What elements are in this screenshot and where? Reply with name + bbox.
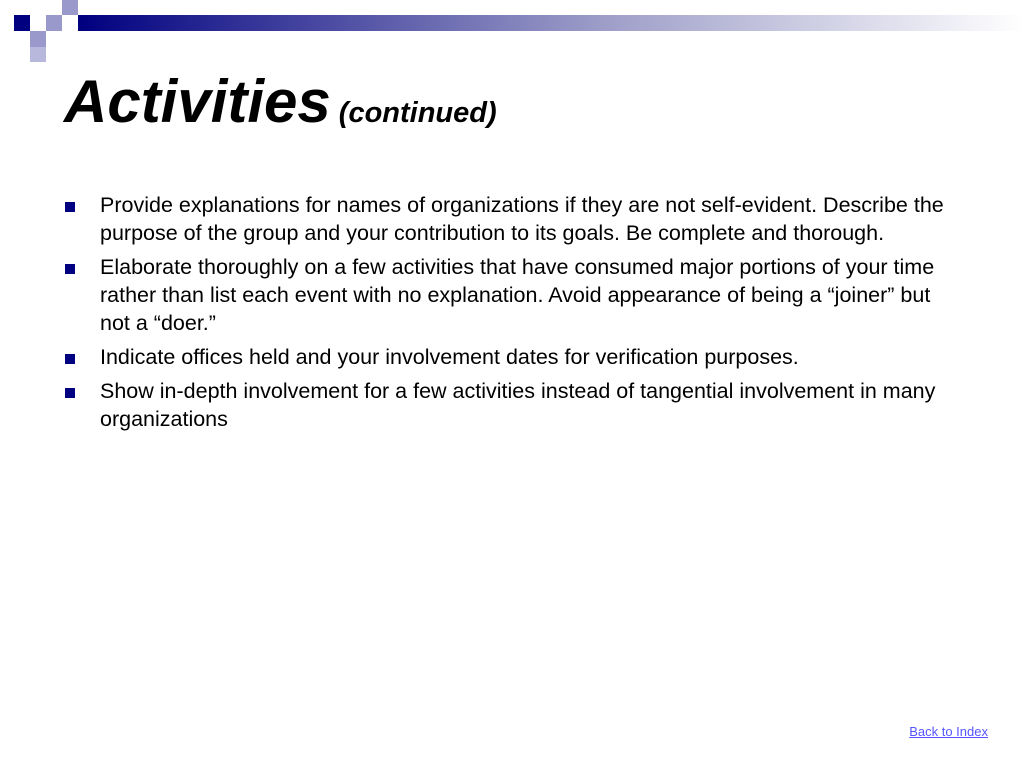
back-to-index-link[interactable]: Back to Index [909, 724, 988, 739]
bullet-text: Provide explanations for names of organizations if they are not self-evident. Describe the purpose of the group and your contribution to its goals. Be complete and thorough. [100, 193, 944, 245]
square-bullet-icon [65, 264, 75, 274]
bullet-text: Elaborate thoroughly on a few activities that have consumed major portions of your time rather than list each event with no explanation. Avoid appearance of being a “joiner” but not a “doer.” [100, 255, 935, 335]
deco-square-lavender-3 [30, 31, 46, 47]
bullet-item [64, 343, 964, 371]
square-bullet-icon [65, 388, 75, 398]
bullet-item [64, 191, 964, 247]
deco-square-navy [14, 15, 30, 31]
bullet-item [64, 253, 964, 337]
bullet-item [64, 377, 964, 433]
deco-square-lavender-4 [30, 47, 46, 62]
header-decoration [0, 0, 1024, 62]
slide-title-main: Activities [64, 68, 331, 135]
square-bullet-icon [65, 202, 75, 212]
square-bullet-icon [65, 354, 75, 364]
header-gradient-band [78, 15, 1024, 31]
bullet-text: Indicate offices held and your involvement dates for verification purposes. [100, 345, 799, 369]
deco-square-lavender-1 [46, 15, 62, 31]
deco-square-lavender-2 [62, 0, 78, 15]
bullet-text: Show in-depth involvement for a few activities instead of tangential involvement in many organizations [100, 379, 936, 431]
slide-title [64, 68, 497, 135]
slide-title-sub: (continued) [338, 97, 497, 129]
bullet-list [64, 191, 964, 439]
